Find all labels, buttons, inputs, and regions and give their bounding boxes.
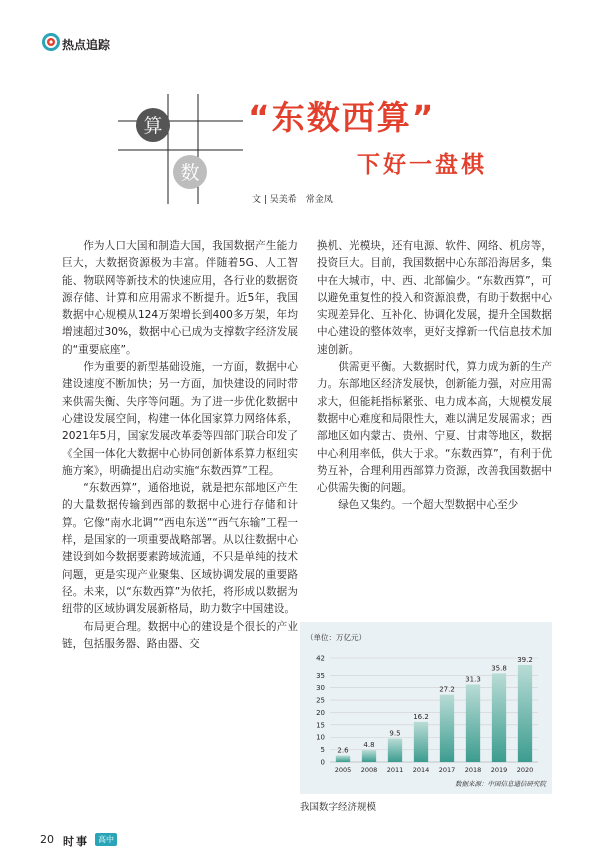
chart-caption: 我国数字经济规模	[300, 802, 377, 813]
headline: “东数西算”	[248, 98, 436, 137]
bar	[336, 756, 350, 762]
data-label: 4.8	[363, 741, 375, 750]
subheadline: 下好一盘棋	[357, 152, 487, 178]
data-label: 9.5	[389, 729, 401, 738]
data-label: 31.3	[465, 675, 481, 684]
x-tick-label: 2011	[386, 766, 404, 774]
data-label: 35.8	[491, 664, 507, 673]
y-tick-label: 15	[316, 721, 325, 730]
y-tick-label: 35	[316, 671, 325, 680]
data-label: 27.2	[439, 685, 455, 694]
magazine-badge: 高中	[95, 833, 117, 846]
y-tick-label: 42	[316, 654, 325, 663]
title-glyph-bottom: 数	[180, 162, 200, 184]
chart-source: 数据来源：中国信息通信研究院	[455, 780, 546, 788]
byline: 文 | 吴美希 常金凤	[252, 195, 333, 205]
section-label: 热点追踪	[62, 38, 111, 52]
chart-panel	[300, 622, 552, 794]
paragraph: 供需更平衡。大数据时代，算力成为新的生产力。东部地区经济发展快，创新能力强，对应用需求大，但能耗指标紧张、电力成本高，大规模发展数据中心难度和局限性大，难以满足发展需求；西部地区如内蒙古、贵州、宁夏、甘肃等地区，数据中心利用率低，供大于求。“东数西算”，有利于优势互补，合理利用西部算力资源，改善我国数据中心供需失衡的问题。	[317, 361, 552, 495]
bar	[362, 750, 376, 762]
y-tick-label: 25	[316, 696, 325, 705]
target-icon	[41, 32, 61, 52]
y-tick-label: 20	[316, 708, 325, 717]
y-tick-label: 0	[320, 758, 325, 767]
data-label: 39.2	[517, 655, 533, 664]
x-tick-label: 2014	[412, 766, 430, 774]
data-label: 2.6	[337, 746, 349, 755]
y-tick-label: 10	[316, 733, 325, 742]
data-label: 16.2	[413, 712, 429, 721]
bar	[466, 684, 480, 762]
x-tick-label: 2005	[334, 766, 352, 774]
bar	[440, 695, 454, 762]
paragraph: 换机、光模块，还有电源、软件、网络、机房等，投资巨大。目前，我国数据中心东部沿海居多，集中在大城市，中、西、北部偏少。“东数西算”，可以避免重复性的投入和资源浪费，有助于数据中心实现差异化、互补化、协调化发展，提升全国数据中心建设的整体效率，更好支撑新一代信息技术加速创新。	[317, 240, 552, 356]
paragraph: “东数西算”，通俗地说，就是把东部地区产生的大量数据传输到西部的数据中心进行存储和计算。它像“南水北调”“西电东送”“西气东输”工程一样，是国家的一项重要战略部署。从以往数据中心建设到如今数据要素跨域流通，不只是单纯的技术问题，更是实现产业聚集、区域协调发展的重要路径。未来，以“东数西算”为依托，将形成以数据为纽带的区域协调发展新格局，助力数字中国建设。	[62, 482, 298, 616]
page-number: 20	[40, 833, 54, 846]
paragraph: 作为重要的新型基础设施，一方面，数据中心建设速度不断加快；另一方面，加快建设的同时带来供需失衡、失序等问题。为了进一步优化数据中心建设发展空间，构建一体化国家算力网络体系，2021年5月，国家发展改革委等四部门联合印发了《全国一体化大数据中心协同创新体系算力枢纽实施方案》，明确提出启动实施“东数西算”工程。	[62, 361, 298, 477]
bar	[492, 673, 506, 762]
x-tick-label: 2018	[464, 766, 482, 774]
title-graphic	[118, 94, 243, 204]
bar-chart	[300, 622, 552, 794]
chart-unit-label: （单位：万亿元）	[306, 633, 366, 642]
bar	[388, 738, 402, 762]
bar	[518, 665, 532, 762]
paragraph: 布局更合理。数据中心的建设是个很长的产业链，包括服务器、路由器、交	[62, 620, 298, 650]
x-tick-label: 2020	[516, 766, 534, 774]
left-column	[62, 238, 298, 653]
title-glyph-top: 算	[143, 115, 163, 137]
paragraph: 作为人口大国和制造大国，我国数据产生能力巨大，大数据资源极为丰富。伴随着5G、人工智能、物联网等新技术的快速应用，各行业的数据资源存储、计算和应用需求不断提升。近5年，我国数据中心规模从124万架增长到400多万架，年均增速超过30%，数据中心已成为支撑数字经济发展的“重要底座”。	[62, 240, 298, 356]
x-tick-label: 2019	[490, 766, 508, 774]
x-tick-label: 2008	[360, 766, 378, 774]
x-tick-label: 2017	[438, 766, 456, 774]
right-column	[317, 238, 552, 515]
bar	[414, 722, 428, 762]
magazine-name: 时事	[63, 835, 89, 848]
y-tick-label: 5	[320, 746, 325, 755]
y-tick-label: 30	[316, 684, 325, 693]
paragraph: 绿色又集约。一个超大型数据中心至少	[338, 499, 519, 512]
